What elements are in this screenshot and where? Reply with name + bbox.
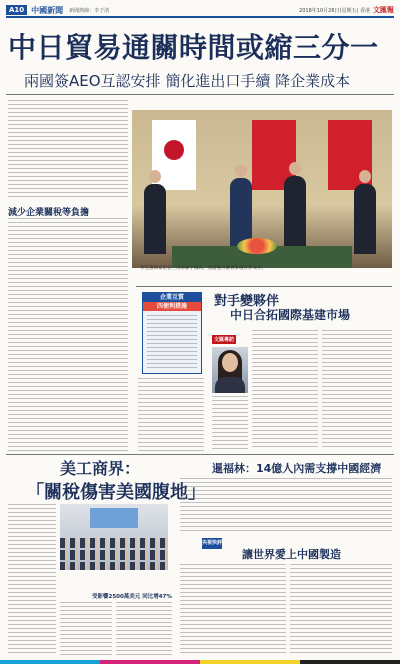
lead-body-text-2 xyxy=(8,218,128,452)
info-box-subtitle: 四便利措施 xyxy=(143,302,201,311)
divider xyxy=(6,454,394,455)
person-head xyxy=(235,164,247,177)
print-color-bar xyxy=(0,660,400,664)
us-headline-2: 「關稅傷害美國腹地」 xyxy=(26,482,206,503)
section-sub: 新聞熱線：李子清 xyxy=(69,7,110,14)
info-box xyxy=(142,292,202,374)
column-text xyxy=(138,378,204,452)
feature-tag: 文匯專訪 xyxy=(214,337,235,343)
person xyxy=(144,184,166,254)
us-subhead: 受影響2500萬美元 同比增47% xyxy=(92,594,172,600)
feature-headline-1: 對手變夥伴 xyxy=(214,294,280,309)
info-box-text xyxy=(147,315,197,371)
lead-headline: 中日貿易通關時間或縮三分一 xyxy=(8,31,379,64)
reporter-portrait xyxy=(212,347,248,393)
masthead-bar xyxy=(6,4,394,18)
info-box-title: 企業互質 xyxy=(143,293,201,302)
page-number: A10 xyxy=(6,5,27,15)
flower-arrangement xyxy=(237,238,277,254)
person-head xyxy=(359,170,371,183)
issue-date: 2018年10月26日(星期五) 香港 xyxy=(299,7,370,14)
person xyxy=(354,184,376,254)
divider xyxy=(136,286,392,287)
section-name: 中國新聞 xyxy=(31,5,64,15)
us-body-text xyxy=(8,504,56,654)
feature-text-2 xyxy=(322,330,392,450)
lead-body-text xyxy=(8,100,128,200)
main-photo xyxy=(132,110,392,268)
right-body-text xyxy=(180,478,392,534)
us-photo xyxy=(60,504,168,570)
feature-text-3 xyxy=(212,396,248,450)
right-body-text-2 xyxy=(180,564,286,656)
lead-section-label: 減少企業關稅等負擔 xyxy=(8,208,90,218)
us-body-text-3 xyxy=(116,602,172,656)
right-body-text-3 xyxy=(290,564,392,656)
newspaper-logo: 文匯報 xyxy=(373,6,394,14)
person-head xyxy=(149,170,161,183)
feature-headline-2: 中日合拓國際基建市場 xyxy=(230,308,351,322)
feature-text xyxy=(252,330,318,450)
person-head xyxy=(289,162,301,175)
right-headline-1: 暹福林：14億人內需支撐中國經濟 xyxy=(212,462,382,475)
us-headline-1: 美工商界： xyxy=(60,459,141,478)
us-body-text-2 xyxy=(60,602,112,656)
lead-subheadline: 兩國簽AEO互認安排 簡化進出口手續 降企業成本 xyxy=(24,72,351,90)
divider xyxy=(6,94,394,95)
photo-caption: 李克強與安倍晉三出席簽字儀式，見證雙方簽署多項合作文件。 xyxy=(140,266,266,271)
person xyxy=(284,176,306,254)
right-headline-2: 讓世界愛上中國製造 xyxy=(242,548,341,561)
vertical-tag: 央視快評 xyxy=(202,538,222,549)
